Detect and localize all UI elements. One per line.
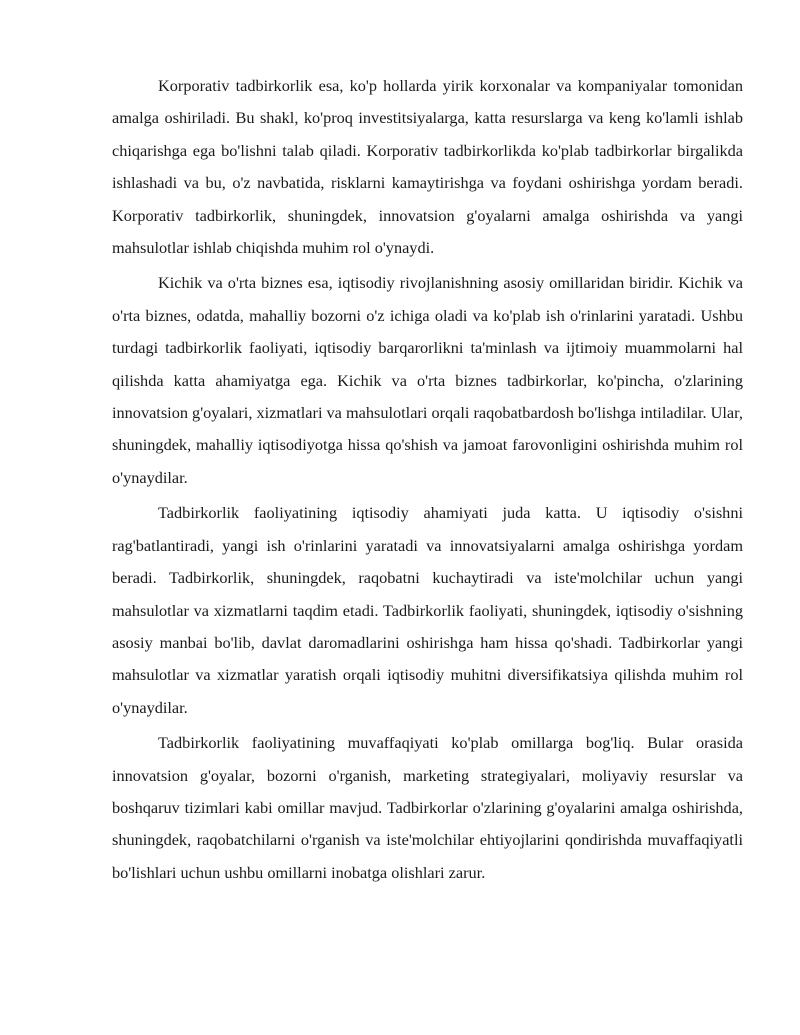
document-body	[112, 70, 743, 892]
paragraph-corporate-entrepreneurship: Korporativ tadbirkorlik esa, ko'p hollarda yirik korxonalar va kompaniyalar tomonidan amalga oshiriladi. Bu shakl, ko'proq investitsiyalarga, katta resurslarga va keng ko'lamli ishlab chiqarishga ega bo'lishni talab qiladi. Korporativ tadbirkorlikda ko'plab tadbirkorlar birgalikda ishlashadi va bu, o'z navbatida, risklarni kamaytirishga va foydani oshirishga yordam beradi. Korporativ tadbirkorlik, shuningdek, innovatsion g'oyalarni amalga oshirishda va yangi mahsulotlar ishlab chiqishda muhim rol o'ynaydi.	[112, 76, 743, 258]
paragraph-success-factors: Tadbirkorlik faoliyatining muvaffaqiyati ko'plab omillarga bog'liq. Bular orasida innovatsion g'oyalar, bozorni o'rganish, marketing strategiyalari, moliyaviy resurslar va boshqaruv tizimlari kabi omillar mavjud. Tadbirkorlar o'zlarining g'oyalarini amalga oshirishda, shuningdek, raqobatchilarni o'rganish va iste'molchilar ehtiyojlarini qondirishda muvaffaqiyatli bo'lishlari uchun ushbu omillarni inobatga olishlari zarur.	[112, 733, 743, 882]
paragraph-economic-importance: Tadbirkorlik faoliyatining iqtisodiy ahamiyati juda katta. U iqtisodiy o'sishni rag'batlantiradi, yangi ish o'rinlarini yaratadi va innovatsiyalarni amalga oshirishga yordam beradi. Tadbirkorlik, shuningdek, raqobatni kuchaytiradi va iste'molchilar uchun yangi mahsulotlar va xizmatlarni taqdim etadi. Tadbirkorlik faoliyati, shuningdek, iqtisodiy o'sishning asosiy manbai bo'lib, davlat daromadlarini oshirishga ham hissa qo'shadi. Tadbirkorlar yangi mahsulotlar va xizmatlar yaratish orqali iqtisodiy muhitni diversifikatsiya qilishda muhim rol o'ynaydilar.	[112, 503, 743, 717]
paragraph-small-medium-business: Kichik va o'rta biznes esa, iqtisodiy rivojlanishning asosiy omillaridan biridir. Kichik va o'rta biznes, odatda, mahalliy bozorni o'z ichiga oladi va ko'plab ish o'rinlarini yaratadi. Ushbu turdagi tadbirkorlik faoliyati, iqtisodiy barqarorlikni ta'minlash va ijtimoiy muammolarni hal qilishda katta ahamiyatga ega. Kichik va o'rta biznes tadbirkorlar, ko'pincha, o'zlarining innovatsion g'oyalari, xizmatlari va mahsulotlari orqali raqobatbardosh bo'lishga intiladilar. Ular, shuningdek, mahalliy iqtisodiyotga hissa qo'shish va jamoat farovonligini oshirishda muhim rol o'ynaydilar.	[112, 273, 743, 487]
